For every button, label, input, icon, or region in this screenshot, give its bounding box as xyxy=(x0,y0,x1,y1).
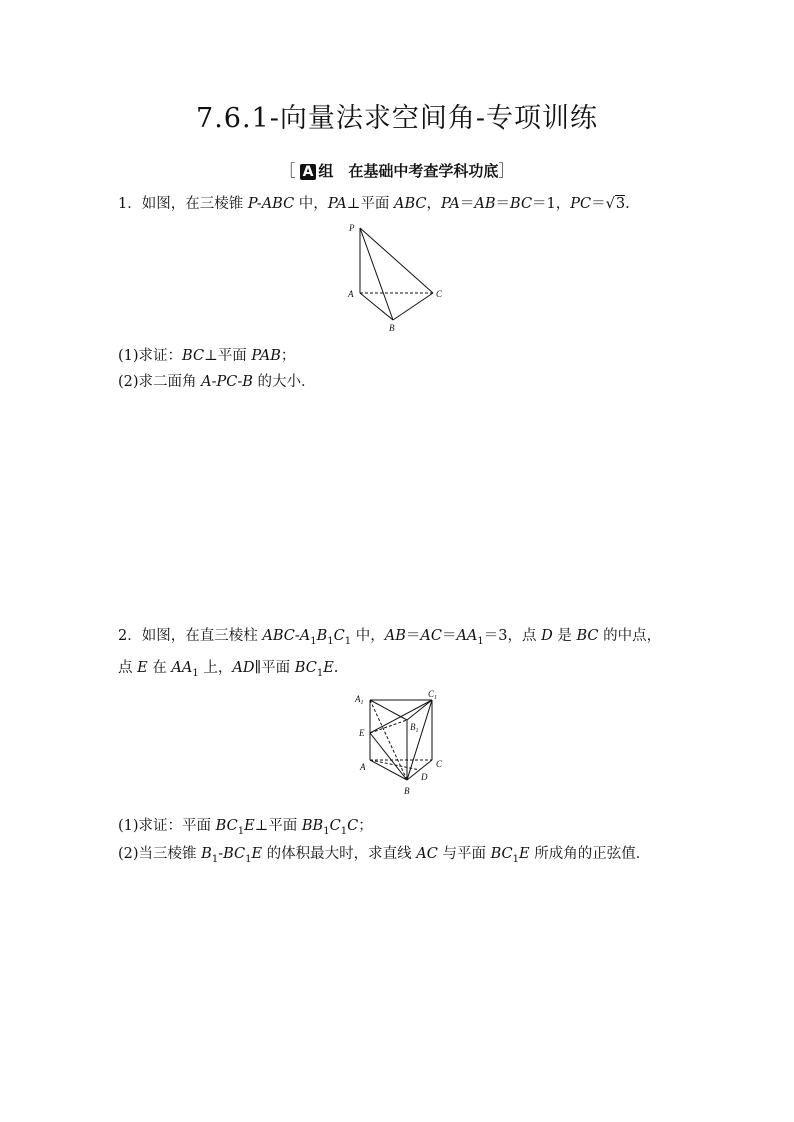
vertex-label: D xyxy=(421,772,428,782)
q1-var: P-ABC xyxy=(247,196,295,212)
q1-text: ＝ xyxy=(459,196,475,212)
q2-statement-line2 xyxy=(118,656,338,679)
q2-text: 上， xyxy=(198,660,233,676)
vertex-label: C xyxy=(436,759,443,769)
group-bracket-open: ［ xyxy=(279,161,296,180)
q2-var: B xyxy=(316,628,328,644)
q2-var: AB xyxy=(384,628,406,644)
q1-var: ABC xyxy=(393,196,427,212)
q1-p1-var: PAB xyxy=(251,348,281,364)
q1-text: 如图，在三棱锥 xyxy=(141,196,248,212)
q2-text: 在 xyxy=(147,660,172,676)
q2-text: 点 xyxy=(118,660,138,676)
q2-p1-var: C xyxy=(347,818,359,834)
q2-p2-text: (2)当三棱锥 xyxy=(118,846,202,862)
q2-p2-text: 的体积最大时，求直线 xyxy=(262,846,417,862)
q2-part2 xyxy=(118,842,650,865)
q2-p1-sub: 1 xyxy=(323,825,330,837)
page-title: 7.6.1-向量法求空间角-专项训练 xyxy=(196,103,598,134)
q2-part1 xyxy=(118,814,373,837)
q2-p1-sub: 1 xyxy=(340,825,348,837)
q1-text: 中， xyxy=(294,196,328,212)
q2-p2-sub: 1 xyxy=(211,853,219,865)
q2-sub: 1 xyxy=(344,635,352,647)
vertex-label: A xyxy=(360,762,366,772)
q2-text: . xyxy=(333,660,339,676)
q1-part2 xyxy=(118,370,316,391)
q2-var: BC xyxy=(294,660,317,676)
q2-p2-text: 与平面 xyxy=(437,846,491,862)
q2-p1-text: ⊥平面 xyxy=(254,818,302,834)
q2-p1-text: (1)求证：平面 xyxy=(118,818,216,834)
q2-p2-var: AC xyxy=(416,846,438,862)
q2-sub: 1 xyxy=(192,667,199,679)
sqrt-sign: √ xyxy=(605,196,615,212)
q2-p2-var: E xyxy=(251,846,263,862)
q2-sub: 1 xyxy=(477,635,484,647)
vertex-label: $A_1$ xyxy=(355,694,364,706)
q1-p2-text: 的大小． xyxy=(252,374,316,390)
group-label: 组 在基础中考查学科功底 xyxy=(318,162,499,180)
q2-var: AD xyxy=(232,660,255,676)
q2-statement-line1 xyxy=(118,624,661,647)
vertex-label: B xyxy=(389,323,395,333)
q2-sub: 1 xyxy=(327,635,334,647)
q2-p2-sub: 1 xyxy=(512,853,519,865)
q1-var: AB xyxy=(474,196,496,212)
vertex-label: $B_1$ xyxy=(410,722,419,734)
group-letter-badge: A xyxy=(300,164,317,180)
q1-text: ＝ xyxy=(591,196,606,212)
vertex-label: C xyxy=(436,289,443,299)
q1-text: ⊥平面 xyxy=(346,196,394,212)
q2-text: 的中点， xyxy=(598,628,662,644)
q2-text: ＝3，点 xyxy=(483,628,542,644)
q2-sub: 1 xyxy=(316,667,324,679)
group-header xyxy=(0,158,794,181)
q2-text: ∥平面 xyxy=(254,660,295,676)
q1-p1-text: ； xyxy=(280,348,296,364)
q2-text: 如图，在直三棱柱 xyxy=(141,628,263,644)
q1-text: ＝1， xyxy=(532,196,571,212)
q2-p2-sub: 1 xyxy=(245,853,252,865)
q1-text: ， xyxy=(426,196,441,212)
sqrt-radicand: 3 xyxy=(615,196,626,212)
q1-p2-var: A-PC-B xyxy=(201,374,253,390)
vertex-label: A xyxy=(348,289,354,299)
q2-p1-text: ； xyxy=(358,818,373,834)
q2-var: ABC-A xyxy=(262,628,311,644)
vertex-label: E xyxy=(359,728,365,738)
q2-number: 2． xyxy=(118,628,142,644)
group-bracket-close: ］ xyxy=(498,161,515,180)
q1-var: PC xyxy=(570,196,592,212)
q2-var: AA xyxy=(456,628,478,644)
q2-text: ＝ xyxy=(441,628,457,644)
q2-p2-var: E xyxy=(519,846,530,862)
q2-var: E xyxy=(323,660,334,676)
q2-p1-var: BB xyxy=(301,818,324,834)
q1-p2-text: (2)求二面角 xyxy=(118,374,202,390)
q2-p1-var: BC xyxy=(215,818,238,834)
q2-p2-var: B xyxy=(201,846,212,862)
q2-p1-sub: 1 xyxy=(237,825,245,837)
q2-prism-figure xyxy=(350,688,450,800)
q2-p2-var: BC xyxy=(490,846,513,862)
q2-sub: 1 xyxy=(310,635,317,647)
vertex-label: P xyxy=(349,223,355,233)
q1-statement xyxy=(118,192,630,213)
q2-p1-var: E xyxy=(244,818,255,834)
q2-var: C xyxy=(333,628,345,644)
q2-var: BC xyxy=(576,628,599,644)
q1-pyramid-figure xyxy=(345,220,455,335)
vertex-label: $C_1$ xyxy=(428,689,438,701)
q2-p2-var: -BC xyxy=(218,846,246,862)
q1-text: ＝ xyxy=(495,196,511,212)
q2-text: ＝ xyxy=(405,628,421,644)
q2-var: AC xyxy=(420,628,442,644)
q2-var: AA xyxy=(171,660,193,676)
q1-var: PA xyxy=(327,196,347,212)
q1-text: . xyxy=(625,196,630,212)
q1-var: PA xyxy=(440,196,460,212)
q1-number: 1． xyxy=(118,196,142,212)
q1-p1-text: ⊥平面 xyxy=(204,348,252,364)
vertex-label: B xyxy=(404,786,410,796)
q2-text: 中， xyxy=(351,628,385,644)
q2-p1-var: C xyxy=(329,818,341,834)
q1-p1-var: BC xyxy=(182,348,205,364)
q2-var: D xyxy=(541,628,553,644)
q1-part1 xyxy=(118,344,295,365)
q1-p1-text: (1)求证： xyxy=(118,348,183,364)
q2-var: E xyxy=(137,660,148,676)
q1-var: BC xyxy=(510,196,533,212)
q2-p2-text: 所成角的正弦值． xyxy=(529,846,651,862)
q2-text: 是 xyxy=(552,628,577,644)
